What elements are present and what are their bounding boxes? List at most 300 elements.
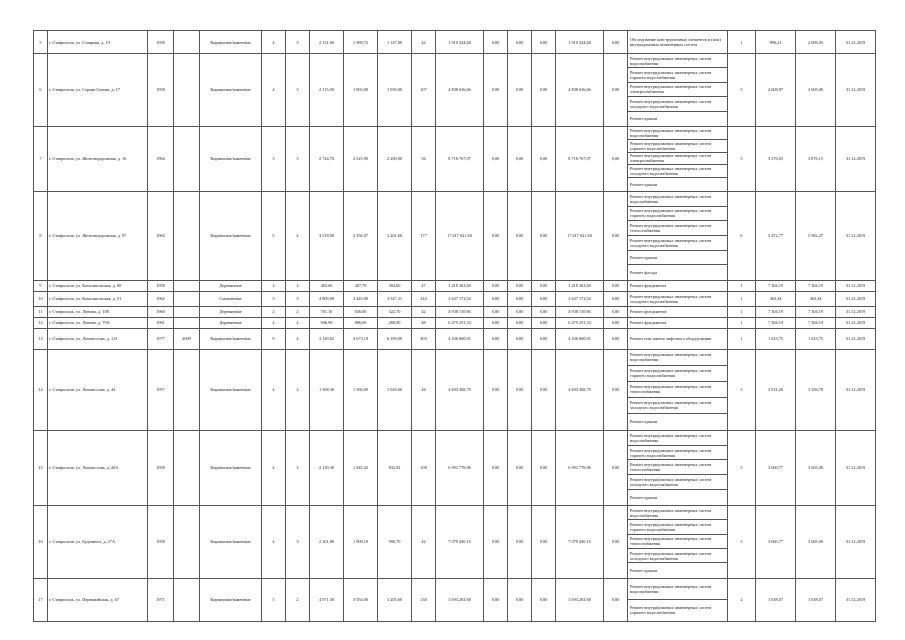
cell-works — [628, 280, 728, 291]
table-row — [34, 280, 876, 291]
cell-num: 12 — [34, 317, 48, 328]
cell-price-unit: 2 608,87 — [756, 54, 796, 127]
cell-year2 — [174, 349, 200, 430]
cell-c2: 0,00 — [508, 291, 532, 306]
cell-c4: 0,00 — [604, 191, 628, 280]
work-item: Ремонт внутридомовых инженерных систем холодного водоснабжения — [628, 475, 727, 490]
cell-c1: 0,00 — [484, 317, 508, 328]
cell-year2 — [174, 578, 200, 621]
cell-year: 1957 — [148, 349, 174, 430]
cell-c3: 0,00 — [532, 31, 556, 54]
cell-num: 6 — [34, 54, 48, 127]
cell-c1: 0,00 — [484, 31, 508, 54]
cell-price-max: 3 876,15 — [796, 126, 836, 191]
cell-address: г. Ставрополь, ул. Комсомольская, д. 60 — [48, 280, 148, 291]
work-item: Ремонт внутридомовых инженерных систем водоснабжения — [628, 54, 727, 68]
work-item: Ремонт внутридомовых инженерных систем электроснабжения — [628, 83, 727, 97]
table-row — [34, 430, 876, 505]
cell-cost2: 1 910 224,60 — [556, 31, 604, 54]
cell-c2: 0,00 — [508, 191, 532, 280]
cell-c1: 0,00 — [484, 280, 508, 291]
cell-c4: 0,00 — [604, 578, 628, 621]
cell-cost2: 8 716 767,07 — [556, 126, 604, 191]
cell-year: 1958 — [148, 505, 174, 578]
cell-count: 1 — [728, 317, 756, 328]
work-item: Ремонт внутридомовых инженерных систем водоснабжения — [628, 192, 727, 207]
cell-residents: 42 — [412, 31, 436, 54]
cell-count: 1 — [728, 328, 756, 349]
cell-area-living: 4 673,18 — [344, 328, 378, 349]
cell-cost2: 4 838 636,66 — [556, 54, 604, 127]
cell-c4: 0,00 — [604, 54, 628, 127]
cell-area-living: 1 908,10 — [344, 505, 378, 578]
cell-works — [628, 54, 728, 127]
cell-year: 1977 — [148, 328, 174, 349]
cell-address: г. Ставрополь, ул. Серова Сизова, д. 17 — [48, 54, 148, 127]
cell-residents: 130 — [412, 578, 436, 621]
cell-area-total: 2 744,70 — [310, 126, 344, 191]
work-item: Ремонт внутридомовых инженерных систем горячего водоснабжения — [628, 140, 727, 153]
cell-wall: Смешанные — [200, 291, 262, 306]
cell-c1: 0,00 — [484, 54, 508, 127]
cell-entrances: 3 — [286, 291, 310, 306]
cell-area-living: 1 560,00 — [344, 349, 378, 430]
cell-c2: 0,00 — [508, 306, 532, 317]
register-sheet — [33, 30, 875, 616]
cell-works — [628, 505, 728, 578]
cell-price-unit: 7 304,19 — [756, 317, 796, 328]
cell-price-unit: 3 531,26 — [756, 349, 796, 430]
cell-deadline: 31.12.2019 — [836, 505, 876, 578]
cell-year2 — [174, 317, 200, 328]
cell-num: 17 — [34, 578, 48, 621]
cell-address: г. Ставрополь, ул. Ставрова, д. 19 — [48, 31, 148, 54]
cell-area-res: 304,60 — [378, 280, 412, 291]
cell-price-unit: 1 023,75 — [756, 328, 796, 349]
cell-num: 11 — [34, 306, 48, 317]
cell-residents: 42 — [412, 505, 436, 578]
cell-c2: 0,00 — [508, 126, 532, 191]
cell-area-res: 322,70 — [378, 306, 412, 317]
cell-cost: 6 479 253,33 — [436, 317, 484, 328]
cell-c4: 0,00 — [604, 430, 628, 505]
cell-year: 1964 — [148, 126, 174, 191]
cell-count: 1 — [728, 31, 756, 54]
cell-deadline: 31.12.2019 — [836, 31, 876, 54]
cell-residents: 44 — [412, 349, 436, 430]
cell-deadline: 31.12.2019 — [836, 306, 876, 317]
cell-price-max: 3 605,00 — [796, 505, 836, 578]
work-item: Ремонт фундамента — [630, 320, 667, 326]
cell-price-max: 7 304,19 — [796, 306, 836, 317]
cell-count: 6 — [728, 191, 756, 280]
cell-wall: Деревянные — [200, 317, 262, 328]
work-item: Ремонт внутридомовых инженерных систем теплоснабжения — [628, 460, 727, 475]
cell-area-total: 946,90 — [310, 317, 344, 328]
cell-price-unit: 7 304,19 — [756, 280, 796, 291]
cell-cost: 3 418 263,60 — [436, 280, 484, 291]
cell-deadline: 31.12.2019 — [836, 191, 876, 280]
cell-area-living: 886,00 — [344, 317, 378, 328]
cell-area-total: 1 568,30 — [310, 349, 344, 430]
cell-entrances: 3 — [286, 430, 310, 505]
table-row — [34, 328, 876, 349]
cell-address: г. Ставрополь, ул. Железнодорожная, д. 97 — [48, 191, 148, 280]
cell-price-unit: 896,21 — [756, 31, 796, 54]
cell-year2 — [174, 126, 200, 191]
cell-c4: 0,00 — [604, 126, 628, 191]
cell-area-living: 407,79 — [344, 280, 378, 291]
cell-c2: 0,00 — [508, 54, 532, 127]
cell-year: 1971 — [148, 578, 174, 621]
cell-price-unit: 3 276,03 — [756, 126, 796, 191]
cell-residents: 244 — [412, 291, 436, 306]
cell-year: 1958 — [148, 31, 174, 54]
cell-address: г. Ставрополь, ул. Железнодорожная, д. 16 — [48, 126, 148, 191]
cell-area-res: 268,00 — [378, 317, 412, 328]
cell-entrances: 2 — [286, 306, 310, 317]
cell-c1: 0,00 — [484, 306, 508, 317]
cell-price-max: 3 605,00 — [796, 430, 836, 505]
work-item: Ремонт внутридомовых инженерных систем горячего водоснабжения — [630, 605, 712, 616]
cell-area-res: 1 039,00 — [378, 54, 412, 127]
cell-residents: 94 — [412, 126, 436, 191]
cell-c2: 0,00 — [508, 578, 532, 621]
work-item: Ремонт внутридомовых инженерных систем холодного водоснабжения — [630, 293, 712, 304]
cell-deadline: 31.12.2019 — [836, 126, 876, 191]
cell-c3: 0,00 — [532, 317, 556, 328]
cell-entrances: 3 — [286, 54, 310, 127]
cell-wall: Кирпичные/каменные — [200, 54, 262, 127]
cell-area-res: 3 201,60 — [378, 191, 412, 280]
cell-cost: 2 637 173,92 — [436, 291, 484, 306]
cell-c3: 0,00 — [532, 280, 556, 291]
cell-area-total: 3 518,00 — [310, 191, 344, 280]
work-item: Ремонт внутридомовых инженерных систем горячего водоснабжения — [628, 207, 727, 222]
cell-count: 5 — [728, 349, 756, 430]
cell-c2: 0,00 — [508, 317, 532, 328]
cell-price-max: 7 304,19 — [796, 280, 836, 291]
cell-cost2: 3 418 263,60 — [556, 280, 604, 291]
work-item: Ремонт внутридомовых инженерных систем водоснабжения — [628, 350, 727, 366]
cell-area-res: 832,92 — [378, 430, 412, 505]
cell-c3: 0,00 — [532, 306, 556, 317]
work-item: Ремонт внутридомовых инженерных систем холодного водоснабжения — [628, 97, 727, 111]
work-item: Ремонт внутридомовых инженерных систем горячего водоснабжения — [628, 68, 727, 82]
cell-works — [628, 291, 728, 306]
table-row — [34, 578, 876, 621]
cell-c4: 0,00 — [604, 328, 628, 349]
cell-year: 1961 — [148, 317, 174, 328]
cell-cost2: 17 617 921,60 — [556, 191, 604, 280]
work-item: Ремонт внутридомовых инженерных систем теплоснабжения — [628, 221, 727, 236]
work-item: Ремонт или замена лифтового оборудования — [630, 336, 712, 342]
cell-c1: 0,00 — [484, 430, 508, 505]
cell-c1: 0,00 — [484, 191, 508, 280]
cell-works — [628, 126, 728, 191]
work-item: Ремонт внутридомовых инженерных систем электроснабжения — [628, 153, 727, 166]
cell-works — [628, 328, 728, 349]
work-item: Ремонт внутридомовых инженерных систем горячего водоснабжения — [628, 520, 727, 534]
cell-works — [628, 349, 728, 430]
cell-c3: 0,00 — [532, 191, 556, 280]
cell-c3: 0,00 — [532, 126, 556, 191]
cell-cost2: 2 637 173,92 — [556, 291, 604, 306]
work-item: Ремонт внутридомовых инженерных систем горячего водоснабжения — [628, 446, 727, 461]
cell-deadline: 31.12.2019 — [836, 328, 876, 349]
cell-c2: 0,00 — [508, 31, 532, 54]
work-item: Обследование конструктивных элементов и (или) внутридомовых инженерных систем — [630, 37, 721, 47]
cell-residents: 42 — [412, 306, 436, 317]
cell-address: г. Ставрополь, ул. Первомайская, д. 67 — [48, 578, 148, 621]
cell-area-res: 996,70 — [378, 505, 412, 578]
housing-repair-table — [33, 30, 876, 622]
work-item: Ремонт крыши — [628, 251, 727, 266]
cell-cost2: 6 479 253,33 — [556, 317, 604, 328]
cell-floors: 2 — [262, 317, 286, 328]
cell-floors: 4 — [262, 349, 286, 430]
cell-works — [628, 317, 728, 328]
work-item: Ремонт крыши — [630, 116, 658, 122]
cell-address: г. Ставрополь, ул. Ленина, д. 108 — [48, 306, 148, 317]
cell-deadline: 31.12.2019 — [836, 291, 876, 306]
cell-floors: 2 — [262, 280, 286, 291]
cell-address: г. Ставрополь, ул. Буденного, д. 27А — [48, 505, 148, 578]
cell-floors: 5 — [262, 578, 286, 621]
cell-area-living: 3 554,00 — [344, 578, 378, 621]
cell-count: 2 — [728, 578, 756, 621]
cell-wall: Кирпичные/каменные — [200, 126, 262, 191]
work-item: Ремонт крыши — [630, 568, 658, 574]
cell-residents: 303 — [412, 328, 436, 349]
work-item: Ремонт внутридомовых инженерных систем водоснабжения — [628, 127, 727, 140]
cell-area-res: 3 205,60 — [378, 578, 412, 621]
work-item: Ремонт внутридомовых инженерных систем теплоснабжения — [628, 382, 727, 398]
cell-address: г. Ставрополь, ул. Комсомольская, д. 51 — [48, 291, 148, 306]
cell-area-living: 1 945,42 — [344, 430, 378, 505]
cell-floors: 3 — [262, 126, 286, 191]
cell-num: 5 — [34, 31, 48, 54]
cell-floors: 4 — [262, 505, 286, 578]
cell-num: 8 — [34, 191, 48, 280]
cell-entrances: 2 — [286, 578, 310, 621]
cell-deadline: 31.12.2019 — [836, 430, 876, 505]
cell-c4: 0,00 — [604, 31, 628, 54]
cell-floors: 4 — [262, 430, 286, 505]
cell-c3: 0,00 — [532, 349, 556, 430]
cell-c3: 0,00 — [532, 328, 556, 349]
cell-cost: 4 938 110,86 — [436, 306, 484, 317]
cell-cost: 7 079 430,10 — [436, 505, 484, 578]
cell-entrances: 2 — [286, 349, 310, 430]
table-row — [34, 349, 876, 430]
cell-area-living: 2 525,90 — [344, 126, 378, 191]
cell-works — [628, 306, 728, 317]
cell-c4: 0,00 — [604, 317, 628, 328]
cell-area-res: 3 547,21 — [378, 291, 412, 306]
cell-area-total: 2 139,30 — [310, 430, 344, 505]
cell-year2 — [174, 54, 200, 127]
cell-cost: 1 910 224,60 — [436, 31, 484, 54]
work-item: Ремонт крыши — [630, 494, 658, 500]
work-item: Ремонт внутридомовых инженерных систем холодного водоснабжения — [628, 398, 727, 414]
cell-year: 1958 — [148, 280, 174, 291]
cell-wall: Кирпичные/каменные — [200, 430, 262, 505]
cell-price-max: 3 605,00 — [796, 54, 836, 127]
work-item: Ремонт внутридомовых инженерных систем водоснабжения — [628, 579, 727, 600]
table-row — [34, 31, 876, 54]
cell-price-unit: 1 038,07 — [756, 578, 796, 621]
work-item: Ремонт внутридомовых инженерных систем теплоснабжения — [628, 535, 727, 549]
cell-area-total: 2 115,00 — [310, 54, 344, 127]
cell-deadline: 31.12.2019 — [836, 317, 876, 328]
cell-cost2: 4 694 368,79 — [556, 349, 604, 430]
cell-num: 7 — [34, 126, 48, 191]
cell-wall: Кирпичные/каменные — [200, 578, 262, 621]
cell-year: 1958 — [148, 54, 174, 127]
cell-area-total: 2 161,80 — [310, 505, 344, 578]
table-row — [34, 191, 876, 280]
cell-residents: 177 — [412, 191, 436, 280]
cell-year: 1960 — [148, 306, 174, 317]
cell-area-living: 656,00 — [344, 306, 378, 317]
cell-num: 9 — [34, 280, 48, 291]
cell-c3: 0,00 — [532, 578, 556, 621]
cell-price-unit: 3 600,77 — [756, 505, 796, 578]
cell-entrances: 3 — [286, 31, 310, 54]
cell-num: 14 — [34, 349, 48, 430]
cell-cost2: 7 079 430,10 — [556, 505, 604, 578]
cell-count: 1 — [728, 280, 756, 291]
cell-deadline: 31.12.2019 — [836, 280, 876, 291]
work-item: Ремонт фасада — [630, 270, 658, 276]
cell-entrances: 3 — [286, 505, 310, 578]
cell-entrances: 2 — [286, 280, 310, 291]
cell-price-max: 463,34 — [796, 291, 836, 306]
cell-wall: Кирпичные/каменные — [200, 191, 262, 280]
cell-works — [628, 31, 728, 54]
cell-entrances: 4 — [286, 328, 310, 349]
work-item: Ремонт внутридомовых инженерных систем водоснабжения — [628, 506, 727, 520]
cell-floors: 2 — [262, 306, 286, 317]
cell-price-max: 7 304,19 — [796, 317, 836, 328]
cell-floors: 5 — [262, 291, 286, 306]
cell-area-total: 463,60 — [310, 280, 344, 291]
cell-area-living: 1 903,00 — [344, 54, 378, 127]
table-row — [34, 54, 876, 127]
table-row — [34, 126, 876, 191]
cell-wall: Деревянные — [200, 306, 262, 317]
cell-count: 5 — [728, 126, 756, 191]
cell-cost2: 4 436 600,65 — [556, 328, 604, 349]
cell-cost: 3 693 263,68 — [436, 578, 484, 621]
cell-area-total: 4 809,00 — [310, 291, 344, 306]
cell-wall: Кирпичные/каменные — [200, 31, 262, 54]
cell-price-max: 3 556,78 — [796, 349, 836, 430]
table-body — [34, 31, 876, 622]
table-row — [34, 291, 876, 306]
table-row — [34, 306, 876, 317]
work-item: Ремонт внутридомовых инженерных систем горячего водоснабжения — [628, 366, 727, 382]
cell-num: 16 — [34, 505, 48, 578]
cell-year2 — [174, 291, 200, 306]
cell-works — [628, 191, 728, 280]
cell-price-unit: 7 304,19 — [756, 306, 796, 317]
cell-area-res: 1 147,00 — [378, 31, 412, 54]
cell-price-max: 1 023,75 — [796, 328, 836, 349]
cell-cost2: 3 693 263,68 — [556, 578, 604, 621]
cell-count: 5 — [728, 54, 756, 127]
cell-c3: 0,00 — [532, 505, 556, 578]
cell-count: 5 — [728, 430, 756, 505]
cell-price-max: 1 038,07 — [796, 578, 836, 621]
cell-deadline: 31.12.2019 — [836, 54, 876, 127]
cell-address: г. Ставрополь, ул. Ломоносова, д. 44 — [48, 349, 148, 430]
cell-area-total: 4 071,58 — [310, 578, 344, 621]
cell-c4: 0,00 — [604, 280, 628, 291]
cell-area-living: 3 256,07 — [344, 191, 378, 280]
cell-c2: 0,00 — [508, 349, 532, 430]
cell-c1: 0,00 — [484, 349, 508, 430]
cell-area-living: 1 969,72 — [344, 31, 378, 54]
cell-c1: 0,00 — [484, 505, 508, 578]
cell-c2: 0,00 — [508, 280, 532, 291]
cell-c2: 0,00 — [508, 430, 532, 505]
cell-c1: 0,00 — [484, 328, 508, 349]
cell-c3: 0,00 — [532, 54, 556, 127]
cell-c1: 0,00 — [484, 126, 508, 191]
cell-c4: 0,00 — [604, 291, 628, 306]
work-item: Ремонт внутридомовых инженерных систем холодного водоснабжения — [628, 165, 727, 178]
cell-num: 13 — [34, 328, 48, 349]
cell-count: 1 — [728, 291, 756, 306]
cell-area-res: 6 189,00 — [378, 328, 412, 349]
table-row — [34, 505, 876, 578]
cell-area-total: 2 131,60 — [310, 31, 344, 54]
cell-year2 — [174, 505, 200, 578]
cell-c4: 0,00 — [604, 306, 628, 317]
cell-year2 — [174, 430, 200, 505]
cell-address: г. Ставрополь, ул. Ломоносова, д. 20А — [48, 430, 148, 505]
cell-price-max: 2 606,05 — [796, 31, 836, 54]
cell-c3: 0,00 — [532, 291, 556, 306]
cell-c2: 0,00 — [508, 505, 532, 578]
cell-entrances: 2 — [286, 317, 310, 328]
cell-year: 1962 — [148, 291, 174, 306]
cell-deadline: 31.12.2019 — [836, 349, 876, 430]
cell-cost: 4 694 368,79 — [436, 349, 484, 430]
cell-year2 — [174, 280, 200, 291]
cell-wall: Кирпичные/каменные — [200, 328, 262, 349]
work-item: Ремонт внутридомовых инженерных систем холодного водоснабжения — [628, 236, 727, 251]
cell-price-unit: 3 600,77 — [756, 430, 796, 505]
cell-year2 — [174, 306, 200, 317]
cell-c4: 0,00 — [604, 349, 628, 430]
cell-entrances: 4 — [286, 191, 310, 280]
cell-cost2: 6 993 778,86 — [556, 430, 604, 505]
cell-residents: 48 — [412, 317, 436, 328]
cell-residents: 107 — [412, 54, 436, 127]
cell-cost: 6 993 778,86 — [436, 430, 484, 505]
work-item: Ремонт внутридомовых инженерных систем холодного водоснабжения — [628, 549, 727, 563]
cell-count: 1 — [728, 306, 756, 317]
work-item: Ремонт крыши — [630, 419, 658, 425]
cell-wall: Кирпичные/каменные — [200, 349, 262, 430]
cell-cost: 4 838 636,66 — [436, 54, 484, 127]
cell-area-living: 4 445,00 — [344, 291, 378, 306]
cell-wall: Деревянные — [200, 280, 262, 291]
cell-area-res: 1 029,60 — [378, 349, 412, 430]
